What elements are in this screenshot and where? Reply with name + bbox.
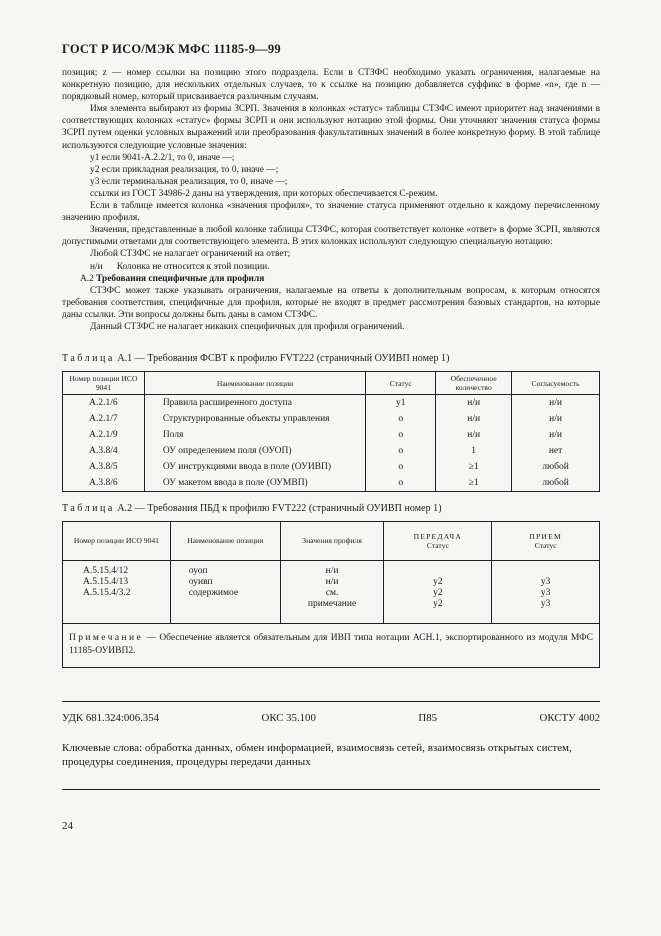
paragraph: Если в таблице имеется колонка «значения профиля», то значение статуса применяют отдельно к каждому перечисленному значению профиля. — [62, 201, 600, 224]
section-number: А.2 — [80, 273, 94, 284]
cell: А.3.8/6 — [63, 475, 145, 492]
note-text: — Обеспечение является обязательным для ИВП типа нотации АСН.1, экспортированного из модуля МФС 11185-ОУИВП2. — [69, 633, 593, 656]
classification-line — [62, 712, 600, 724]
cell-line — [493, 566, 598, 577]
cell: ОУ инструкциями ввода в поле (ОУИВП) — [144, 459, 366, 475]
cell: любой — [512, 475, 600, 492]
cell-line: у3 — [540, 599, 551, 609]
divider — [62, 701, 600, 702]
cell-line: А.5.15.4/12 — [83, 566, 129, 576]
cell: н/и — [512, 427, 600, 443]
col-header: Статус — [366, 372, 436, 395]
paragraph: позиция; z — номер ссылки на позицию этого подраздела. Если в СТЗФС необходимо указать ограничения, налагаемые на конкретную позицию, для нескольких отдельных случаев, то к ссылке на позицию добавляется суффикс в форме «n», где n — порядковый номер, который присваивается различным случаям. — [62, 68, 600, 103]
table2 — [62, 521, 600, 668]
table-note-row — [63, 624, 600, 668]
col-header: Наименование позиции — [144, 372, 366, 395]
cell-line: н/и — [325, 566, 339, 576]
codes-cell — [63, 561, 171, 624]
cell-line: у2 — [433, 599, 443, 609]
cell: о — [366, 411, 436, 427]
cell: ОУ макетом ввода в поле (ОУМВП) — [144, 475, 366, 492]
cell-line: содержимое — [188, 588, 239, 598]
paragraph: Данный СТЗФС не налагает никаких специфичных для профиля ограничений. — [90, 321, 405, 332]
col-header — [492, 522, 600, 561]
col-header: Согласуемость — [512, 372, 600, 395]
transfer-status-cell — [384, 561, 492, 624]
cell: нет — [512, 443, 600, 459]
col-header: Обеспеченное количество — [436, 372, 512, 395]
cell: о — [366, 475, 436, 492]
paragraph: Имя элемента выбирают из формы ЗСРП. Значения в колонках «статус» таблицы СТЗФС имеют приоритет над значениями в соответствующих колонках «статус» формы ЗСРП и они используют нотацию этой формы. Они уточняют значения статуса формы ЗСРП путем оценки условных выражений или преобразования факультативных значений в более конкретную форму. В этой таблице используются следующие условные значения: — [62, 104, 600, 151]
table-row — [63, 411, 600, 427]
cell-line: А.5.15.4/13 — [83, 577, 129, 587]
cell: н/и — [512, 395, 600, 412]
receive-status-cell — [492, 561, 600, 624]
cell: н/и — [436, 395, 512, 412]
cell: Правила расширенного доступа — [144, 395, 366, 412]
condition-y2: у2 если прикладная реализация, то 0, иначе —; — [90, 164, 279, 175]
cell: о — [366, 427, 436, 443]
cell: А.2.1/6 — [63, 395, 145, 412]
cell: А.3.8/4 — [63, 443, 145, 459]
cell-line: у3 — [540, 588, 551, 598]
header-receive: ПРИЕМ — [529, 531, 562, 541]
cell: А.2.1/9 — [63, 427, 145, 443]
paragraph: СТЗФС может также указывать ограничения, налагаемые на ответы к дополнительным вопросам, к которым относятся требования соответствия, специфичные для профиля, которые не входят в предмет рассмотрения базовых стандартов, на которые даны ссылки. Эти вопросы должны быть даны в самом СТЗФС. — [62, 285, 600, 320]
keywords: Ключевые слова: обработка данных, обмен информацией, взаимосвязь сетей, взаимосвязь открытых систем, процедуры соединения, процедуры передачи данных — [62, 742, 572, 768]
col-header: Номер позиции ИСО 9041 — [63, 372, 145, 395]
cell: Структурированные объекты управления — [144, 411, 366, 427]
table-note — [63, 624, 600, 668]
table2-caption — [62, 503, 442, 514]
paragraph: Значения, представленные в любой колонке таблицы СТЗФС, которая соответствует колонке «ответ» в форме ЗСРП, являются допустимыми ответами для соответствующего элемента. В этих колонках используют следующую специальную нотацию: — [62, 225, 600, 248]
cell: о — [366, 459, 436, 475]
cell: ≥1 — [436, 459, 512, 475]
cell-line — [83, 599, 169, 610]
group-code: П85 — [418, 712, 437, 724]
okstu-code: ОКСТУ 4002 — [539, 712, 600, 724]
paragraph: ссылки из ГОСТ 34986-2 даны на утверждения, при которых обеспечивается С-режим. — [90, 188, 438, 199]
cell-line: оуоп — [188, 566, 208, 576]
header-status: Статус — [534, 541, 557, 550]
table-row — [63, 427, 600, 443]
notation-any: Любой СТЗФС не налагает ограничений на ответ; — [90, 249, 291, 260]
col-header: Наименование позиции — [170, 522, 280, 561]
page-header: ГОСТ Р ИСО/МЭК МФС 11185-9—99 — [62, 42, 281, 56]
note-word: Примечание — [69, 633, 144, 643]
section-title: Требования специфичные для профиля — [96, 273, 265, 284]
cell: ОУ определением поля (ОУОП) — [144, 443, 366, 459]
cell-line — [189, 599, 279, 610]
header-transfer: ПЕРЕДАЧА — [413, 531, 463, 541]
header-status: Статус — [426, 541, 449, 550]
names-cell — [170, 561, 280, 624]
table-row — [63, 459, 600, 475]
cell: ≥1 — [436, 475, 512, 492]
cell: А.3.8/5 — [63, 459, 145, 475]
table-row — [63, 395, 600, 412]
cell: любой — [512, 459, 600, 475]
divider — [62, 789, 600, 790]
cell-line: А.5.15.4/3.2 — [83, 588, 131, 598]
notation-na: н/и Колонка не относится к этой позиции. — [90, 261, 270, 272]
cell-line — [385, 566, 490, 577]
page-number: 24 — [62, 820, 73, 832]
cell: 1 — [436, 443, 512, 459]
cell-line: н/и — [325, 577, 339, 587]
cell-line: см. — [325, 588, 339, 598]
table-row — [63, 475, 600, 492]
cell-line: у3 — [540, 577, 551, 587]
cell: н/и — [436, 427, 512, 443]
condition-y3: у3 если терминальная реализация, то 0, иначе —; — [90, 176, 288, 187]
cell: н/и — [512, 411, 600, 427]
body-text — [62, 67, 600, 333]
cell-line: у2 — [433, 577, 443, 587]
caption-text: А.1 — Требования ФСВТ к профилю FVT222 (страничный ОУИВП номер 1) — [117, 353, 450, 364]
caption-text: А.2 — Требования ПБД к профилю FVT222 (страничный ОУИВП номер 1) — [117, 503, 442, 514]
values-cell — [280, 561, 384, 624]
col-header: Номер позиции ИСО 9041 — [63, 522, 171, 561]
cell: А.2.1/7 — [63, 411, 145, 427]
caption-word: Таблица — [62, 353, 115, 364]
table1 — [62, 371, 600, 492]
condition-y1: у1 если 9041-А.2.2/1, то 0, иначе —; — [90, 152, 235, 163]
section-heading — [62, 273, 600, 285]
table-row — [63, 443, 600, 459]
cell-line: у2 — [433, 588, 443, 598]
col-header — [384, 522, 492, 561]
cell: о — [366, 443, 436, 459]
udk-code: УДК 681.324:006.354 — [62, 712, 159, 724]
cell: н/и — [436, 411, 512, 427]
col-header: Значения профиля — [280, 522, 384, 561]
cell-line: примечание — [307, 599, 357, 609]
caption-word: Таблица — [62, 503, 115, 514]
oks-code: ОКС 35.100 — [261, 712, 316, 724]
table-row — [63, 561, 600, 624]
cell: Поля — [144, 427, 366, 443]
cell: у1 — [366, 395, 436, 412]
cell-line: оуивп — [188, 577, 213, 587]
table1-caption — [62, 353, 449, 364]
